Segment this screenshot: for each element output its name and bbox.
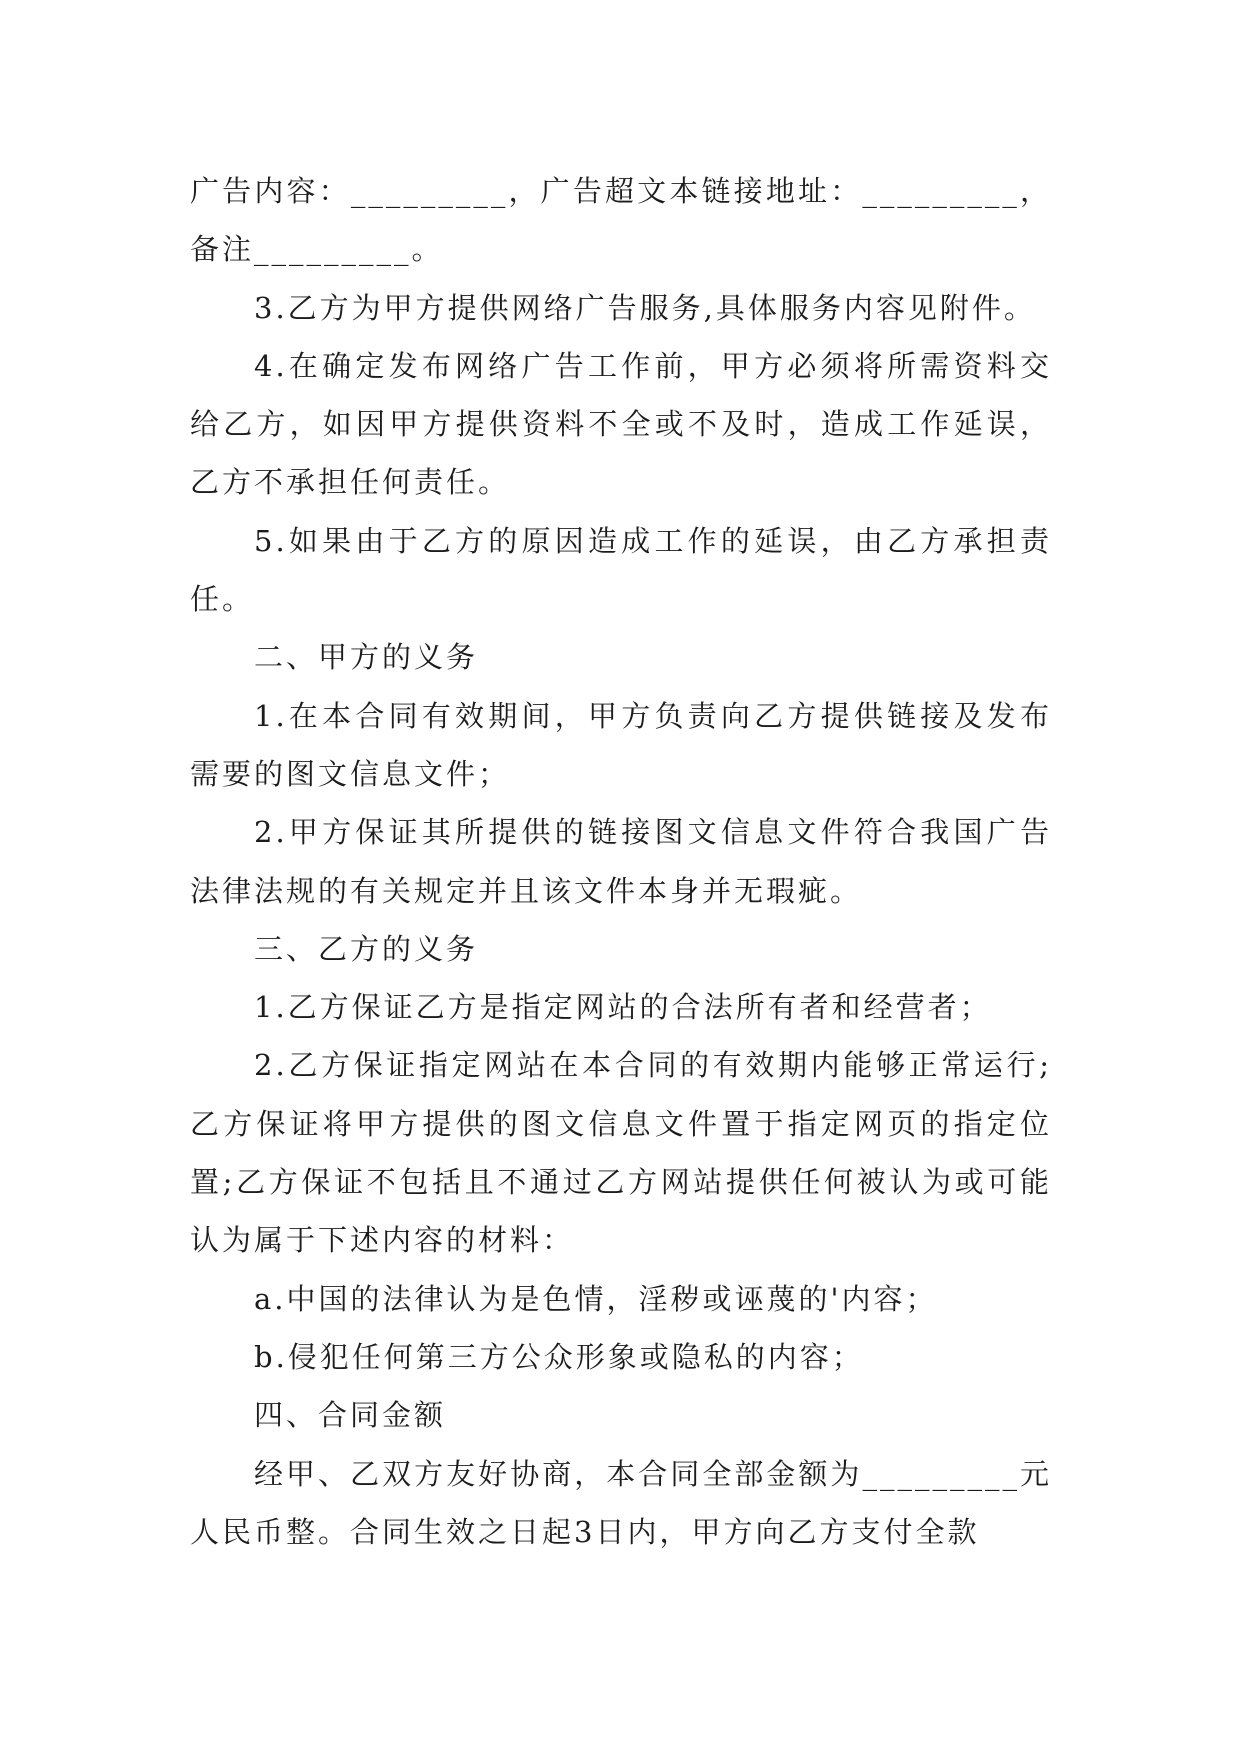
paragraph-item-b: b.侵犯任何第三方公众形象或隐私的内容； [254, 1339, 864, 1374]
paragraph-party-a-item-1: 1.在本合同有效期间，甲方负责向乙方提供链接及发布需要的图文信息文件； [190, 698, 1052, 791]
document-body [190, 162, 1052, 1561]
paragraph-party-b-item-2: 2.乙方保证指定网站在本合同的有效期内能够正常运行;乙方保证将甲方提供的图文信息文件置于指定网页的指定位置;乙方保证不包括且不通过乙方网站提供任何被认为或可能认为属于下述内容的材料： [190, 1048, 1052, 1258]
paragraph-ad-content: 广告内容：_________，广告超文本链接地址：_________，备注_________。 [190, 174, 1052, 267]
section-heading-party-b-obligations: 三、乙方的义务 [254, 931, 479, 966]
paragraph-item-a: a.中国的法律认为是色情，淫秽或诬蔑的'内容； [254, 1281, 938, 1316]
paragraph-contract-amount: 经甲、乙双方友好协商，本合同全部金额为_________元人民币整。合同生效之日起3日内，甲方向乙方支付全款 [190, 1456, 1052, 1549]
paragraph-clause-3: 3.乙方为甲方提供网络广告服务,具体服务内容见附件。 [254, 290, 1036, 325]
section-heading-party-a-obligations: 二、甲方的义务 [254, 640, 479, 675]
section-heading-contract-amount: 四、合同金额 [254, 1398, 447, 1433]
paragraph-party-a-item-2: 2.甲方保证其所提供的链接图文信息文件符合我国广告法律法规的有关规定并且该文件本身并无瑕疵。 [190, 815, 1052, 908]
paragraph-party-b-item-1: 1.乙方保证乙方是指定网站的合法所有者和经营者； [254, 990, 992, 1025]
paragraph-clause-4: 4.在确定发布网络广告工作前，甲方必须将所需资料交给乙方，如因甲方提供资料不全或不及时，造成工作延误，乙方不承担任何责任。 [190, 348, 1052, 500]
paragraph-clause-5: 5.如果由于乙方的原因造成工作的延误，由乙方承担责任。 [190, 523, 1052, 617]
